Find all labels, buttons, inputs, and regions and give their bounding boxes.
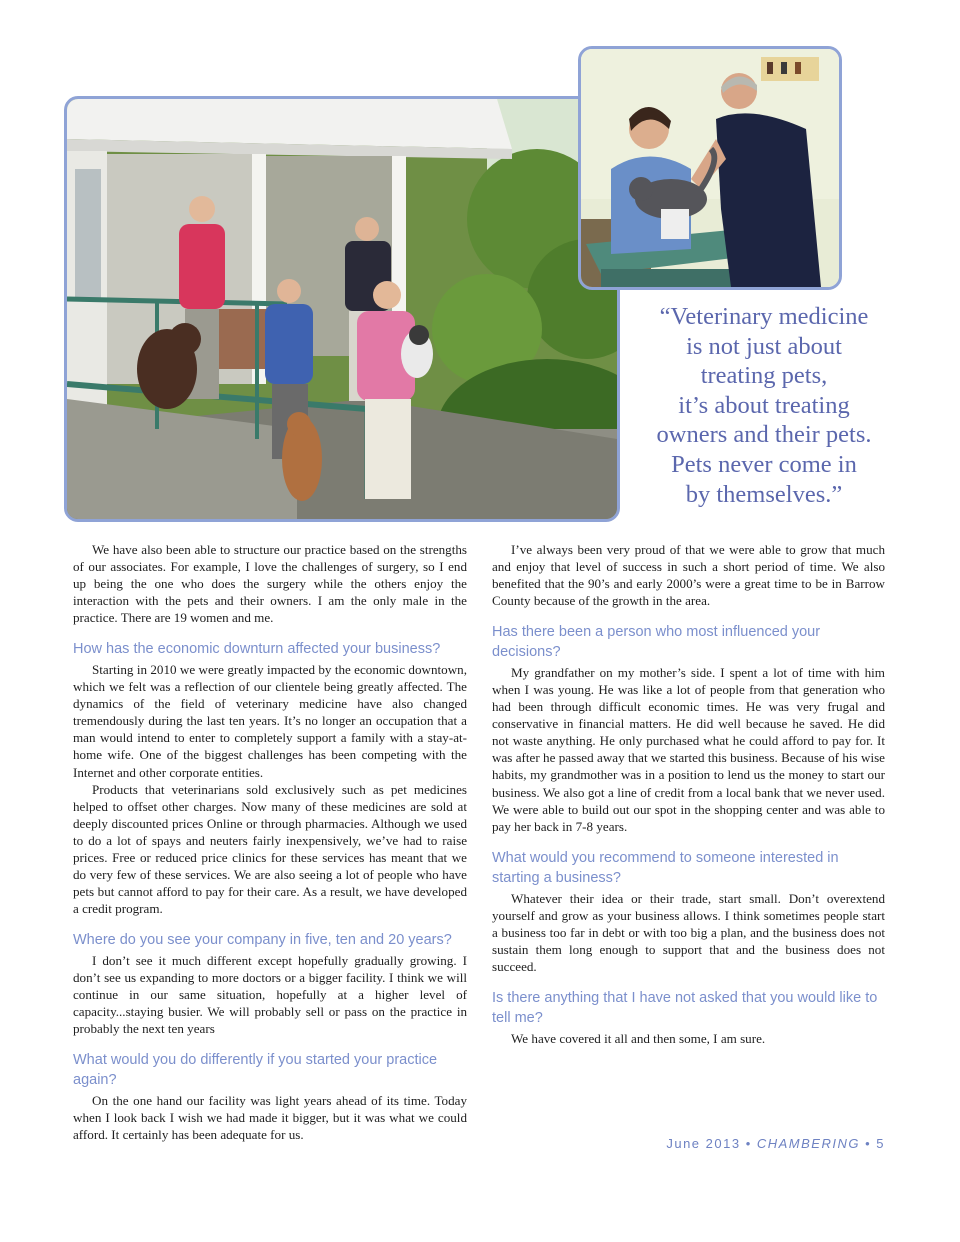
footer-separator: • bbox=[859, 1136, 877, 1151]
body-paragraph: Starting in 2010 we were greatly impacted by the economic downtown, which we felt was a reflection of our clientele being greatly affected. The dynamics of the field of veterinary medicine have also changed tremendously during the last ten years. It’s no longer an occupation that a man would intend to enter to completely support a family with a stay-at-home wife. One of the biggest challenges has been competing with the Internet and other corporate entities. bbox=[73, 662, 467, 780]
vets-cat-photo bbox=[578, 46, 842, 290]
interview-question: Is there anything that I have not asked that you would like to tell me? bbox=[492, 989, 878, 1026]
staff-porch-photo bbox=[64, 96, 620, 522]
pull-quote-line: it’s about treating bbox=[678, 391, 850, 419]
footer-separator: • bbox=[740, 1136, 757, 1151]
interview-question: What would you do differently if you started your practice again? bbox=[73, 1052, 438, 1089]
body-paragraph: I don’t see it much different except hopefully gradually growing. I don’t see us expanding to more doctors or a bigger facility. I think we will continue in our same situation, hopefully at a higher level of capacity...staying busier. We will probably sell or pass on the practice in probably the next ten years bbox=[73, 952, 467, 1037]
interview-question: What would you recommend to someone interested in starting a business? bbox=[492, 849, 839, 886]
pull-quote-line: is not just about bbox=[686, 332, 842, 360]
page-number: 5 bbox=[876, 1136, 885, 1151]
page-footer bbox=[666, 1136, 885, 1151]
body-paragraph: We have also been able to structure our practice based on the strengths of our associates. For example, I love the challenges of surgery, so I end up being the one who does the surgery while the others enjoy the interaction with the pets and their owners. I am the only male in the practice. There are 19 women and me. bbox=[73, 542, 467, 626]
body-paragraph: I’ve always been very proud of that we were able to grow that much and enjoy that level of success in such a short period of time. We also benefited that the 90’s and early 2000’s were a great time to be in Barrow County because of the growth in the area. bbox=[492, 542, 885, 609]
pull-quote bbox=[636, 302, 892, 509]
article-column-right bbox=[492, 541, 885, 1047]
interview-question: Has there been a person who most influenced your decisions? bbox=[492, 624, 821, 661]
magazine-name: CHAMBERING bbox=[756, 1136, 860, 1151]
article-column-left bbox=[73, 541, 467, 1143]
body-paragraph: Whatever their idea or their trade, start small. Don’t overextend yourself and grow as your business allows. I think sometimes people start a business too far in debt or with too big a plan, and the business does not sustain them long enough to support that and the business does not succeed. bbox=[492, 890, 885, 974]
issue-date: June 2013 bbox=[666, 1136, 741, 1151]
interview-question: Where do you see your company in five, ten and 20 years? bbox=[73, 931, 452, 948]
body-paragraph: My grandfather on my mother’s side. I spent a lot of time with him when I was young. He was like a lot of people from that generation who had been through difficult economic times. He was very frugal and conservative in financial matters. He did well because he saved. He did not waste anything. He only purchased what he could afford to pay for. It was after he passed away that we started this business. Because of his wise habits, my grandmother was in a position to lend us the money to start our business. We also got a line of credit from a local bank that we never used. We were able to build out our spot in the shopping center and was able to pay her back in 7-8 years. bbox=[492, 665, 885, 834]
body-paragraph: We have covered it all and then some, I am sure. bbox=[511, 1030, 766, 1046]
body-paragraph: On the one hand our facility was light years ahead of its time. Today when I look back I wish we had made it bigger, but it was what we could afford. It certainly has been adequate for us. bbox=[73, 1093, 467, 1143]
body-paragraph: Products that veterinarians sold exclusively such as pet medicines helped to offset other charges. Now many of these medicines are sold at deeply discounted prices Online or through pharmacies. Although we used to do a lot of spays and neuters fairly inexpensively, we’ve had to raise prices. Free or reduced price clinics for these services has meant that we do very few of these services. We are also seeing a lot of people who have pets but cannot afford to pay for their care. As a result, we have developed a credit program. bbox=[73, 781, 467, 916]
interview-question: How has the economic downturn affected your business? bbox=[73, 641, 441, 658]
pull-quote-line: Pets never come in bbox=[671, 450, 857, 478]
pull-quote-line: owners and their pets. bbox=[656, 421, 872, 449]
pull-quote-line: “Veterinary medicine bbox=[659, 303, 869, 330]
pull-quote-line: treating pets, bbox=[700, 362, 828, 390]
pull-quote-line: by themselves.” bbox=[685, 480, 843, 508]
